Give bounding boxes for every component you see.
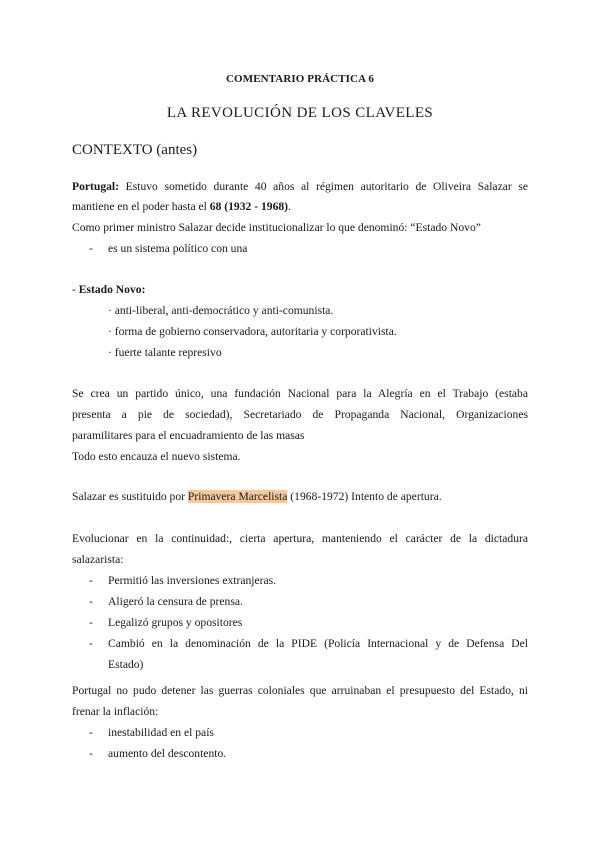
estado-novo-item: · forma de gobierno conservadora, autoritaria y corporativista. [108,325,397,338]
estado-novo-heading [72,283,145,297]
paragraph-portugal-guerras-line1: Portugal no pudo detener las guerras coloniales que arruinaban el presupuesto del Estado, ni [72,684,528,697]
paragraph-partido-line2: presenta a pie de sociedad), Secretariado de Propaganda Nacional, Organizaciones [72,408,528,421]
list-text: Permitió las inversiones extranjeras. [108,574,277,587]
list-text: es un sistema político con una [108,242,248,255]
paragraph-salazar: Como primer ministro Salazar decide institucionalizar lo que denominó: “Estado Novo” [72,221,481,234]
list-dash: - [89,637,93,650]
section-heading: CONTEXTO (antes) [72,142,198,158]
list-dash: - [89,747,93,760]
text: Salazar es sustituido por [72,490,188,503]
paragraph-portugal-line1 [72,180,528,194]
text: mantiene en el poder hasta el [72,200,210,213]
list-text: Legalizó grupos y opositores [108,616,243,629]
list-dash: - [89,726,93,739]
list-text: inestabilidad en el país [108,726,214,739]
paragraph-evolucionar-line1: Evolucionar en la continuidad:, cierta apertura, manteniendo el carácter de la dictadura [72,532,528,545]
list-dash: - [89,616,93,629]
text: (1968-1972) Intento de apertura. [287,490,442,503]
estado-novo-item: · fuerte talante represivo [108,346,222,359]
list-dash: - [89,595,93,608]
paragraph-marcelista [72,490,442,504]
text: . [288,200,291,213]
text: Estuvo sometido durante 40 años al régimen autoritario de Oliveira Salazar se [119,180,528,193]
list-text: Aligeró la censura de prensa. [108,595,243,608]
list-item-continuation: Estado) [108,658,144,671]
bold-lead: Portugal: [72,180,120,193]
paragraph-evolucionar-line2: salazarista: [72,553,124,566]
bold-years: 68 (1932 - 1968) [209,200,289,213]
list-text: aumento del descontento. [108,747,227,760]
heading-prefix: - [72,283,79,296]
list-dash: - [89,242,93,255]
heading-bold: Estado Novo: [78,283,146,296]
paragraph-partido-line1: Se crea un partido único, una fundación Nacional para la Alegría en el Trabajo (estaba [72,387,528,400]
paragraph-partido-line3: paramilitares para el encuadramiento de las masas [72,429,305,442]
list-dash: - [89,574,93,587]
paragraph-partido-line4: Todo esto encauza el nuevo sistema. [72,450,241,463]
paragraph-portugal-guerras-line2: frenar la inflación: [72,705,159,718]
list-text: Cambió en la denominación de la PIDE (Policía Internacional y de Defensa Del [108,637,528,650]
document-title: COMENTARIO PRÁCTICA 6 [226,73,374,85]
document-subtitle: LA REVOLUCIÓN DE LOS CLAVELES [166,105,434,121]
estado-novo-item: · anti-liberal, anti-democrático y anti-comunista. [108,304,334,317]
highlighted-text: Primavera Marcelista [187,490,288,503]
paragraph-portugal-line2 [72,200,291,214]
